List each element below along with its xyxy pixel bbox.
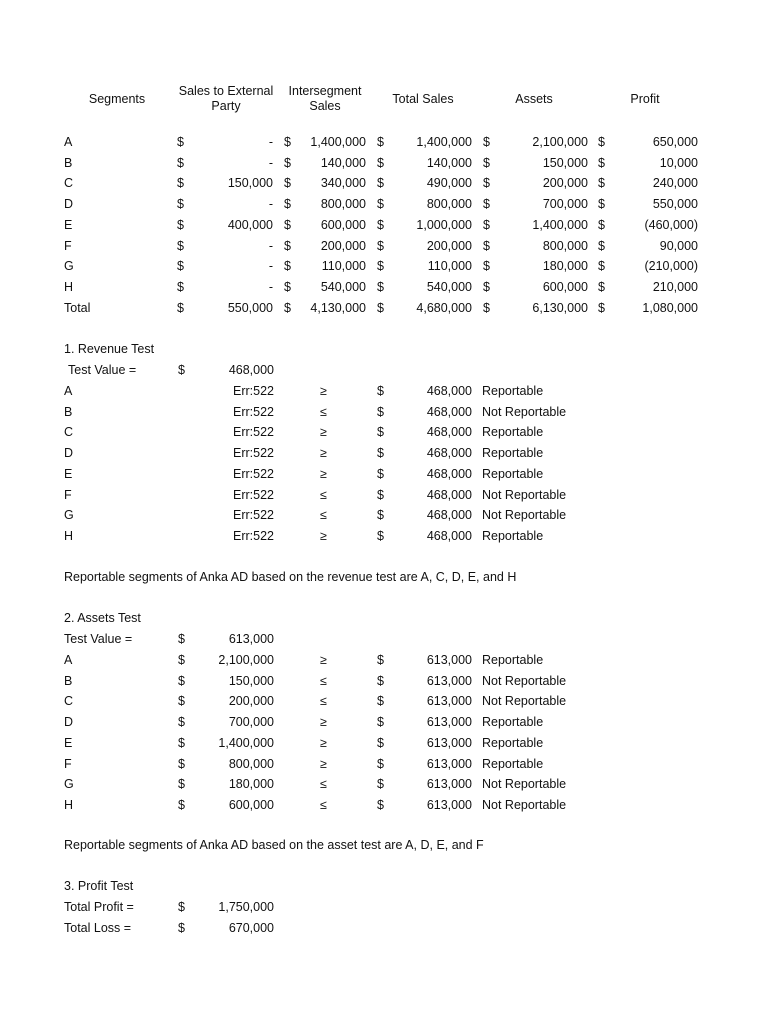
header-total-sales: Total Sales <box>392 92 454 106</box>
segment-label: H <box>64 798 74 812</box>
currency-symbol: $ <box>377 653 384 667</box>
currency-symbol: $ <box>483 259 490 273</box>
assets-cell: 700,000 <box>542 197 588 211</box>
result-cell: Not Reportable <box>482 674 567 688</box>
assets-test-value: 613,000 <box>228 632 274 646</box>
currency-symbol: $ <box>177 239 184 253</box>
profit-cell: 240,000 <box>652 176 698 190</box>
segment-label: B <box>64 156 73 170</box>
result-cell: Reportable <box>482 757 544 771</box>
total-sales-cell: 800,000 <box>426 197 472 211</box>
result-cell: Reportable <box>482 425 544 439</box>
header-profit: Profit <box>630 92 660 106</box>
currency-symbol: $ <box>284 156 291 170</box>
profit-cell: (460,000) <box>644 218 698 232</box>
total-sales-cell: 140,000 <box>426 156 472 170</box>
threshold-cell: 613,000 <box>426 777 472 791</box>
currency-symbol: $ <box>284 176 291 190</box>
assets-test-title: 2. Assets Test <box>64 611 141 625</box>
comparison-operator: ≤ <box>320 488 327 502</box>
result-cell: Not Reportable <box>482 694 567 708</box>
currency-symbol: $ <box>177 197 184 211</box>
comparison-operator: ≤ <box>320 508 327 522</box>
currency-symbol: $ <box>377 280 384 294</box>
segment-label: E <box>64 736 73 750</box>
assets-cell: 2,100,000 <box>532 135 588 149</box>
currency-symbol: $ <box>377 757 384 771</box>
currency-symbol: $ <box>178 900 185 914</box>
test-value-cell: Err:522 <box>233 529 274 543</box>
currency-symbol: $ <box>483 301 490 315</box>
segment-label: F <box>64 757 72 771</box>
result-cell: Reportable <box>482 529 544 543</box>
test-value-cell: 2,100,000 <box>218 653 274 667</box>
assets-cell: 6,130,000 <box>532 301 588 315</box>
segment-label: B <box>64 674 73 688</box>
threshold-cell: 468,000 <box>426 488 472 502</box>
comparison-operator: ≤ <box>320 405 327 419</box>
comparison-operator: ≤ <box>320 798 327 812</box>
total-sales-cell: 1,000,000 <box>416 218 472 232</box>
currency-symbol: $ <box>377 259 384 273</box>
test-value-cell: Err:522 <box>233 488 274 502</box>
currency-symbol: $ <box>377 197 384 211</box>
assets-test-conclusion: Reportable segments of Anka AD based on the asset test are A, D, E, and F <box>64 838 484 852</box>
external-sales-cell: 150,000 <box>227 176 273 190</box>
assets-cell: 200,000 <box>542 176 588 190</box>
currency-symbol: $ <box>483 239 490 253</box>
currency-symbol: $ <box>377 156 384 170</box>
currency-symbol: $ <box>377 488 384 502</box>
currency-symbol: $ <box>377 508 384 522</box>
currency-symbol: $ <box>178 736 185 750</box>
currency-symbol: $ <box>598 197 605 211</box>
threshold-cell: 613,000 <box>426 694 472 708</box>
revenue-test-conclusion: Reportable segments of Anka AD based on the revenue test are A, C, D, E, and H <box>64 570 517 584</box>
segment-label: C <box>64 176 74 190</box>
threshold-cell: 468,000 <box>426 508 472 522</box>
external-sales-cell: - <box>268 156 273 170</box>
threshold-cell: 613,000 <box>426 757 472 771</box>
test-value-cell: 800,000 <box>228 757 274 771</box>
currency-symbol: $ <box>284 239 291 253</box>
threshold-cell: 468,000 <box>426 529 472 543</box>
segment-label: E <box>64 467 73 481</box>
assets-test-currency: $ <box>178 632 185 646</box>
profit-test-label: Total Loss = <box>64 921 132 935</box>
comparison-operator: ≥ <box>320 736 327 750</box>
currency-symbol: $ <box>178 777 185 791</box>
test-value-cell: 700,000 <box>228 715 274 729</box>
segment-label: A <box>64 135 73 149</box>
result-cell: Reportable <box>482 384 544 398</box>
comparison-operator: ≥ <box>320 529 327 543</box>
test-value-cell: Err:522 <box>233 425 274 439</box>
segment-label: E <box>64 218 73 232</box>
currency-symbol: $ <box>377 798 384 812</box>
assets-cell: 180,000 <box>542 259 588 273</box>
result-cell: Not Reportable <box>482 488 567 502</box>
comparison-operator: ≥ <box>320 467 327 481</box>
assets-test-label: Test Value = <box>64 632 133 646</box>
currency-symbol: $ <box>377 715 384 729</box>
threshold-cell: 613,000 <box>426 798 472 812</box>
revenue-test-currency: $ <box>178 363 185 377</box>
segment-label: F <box>64 488 72 502</box>
segment-label: C <box>64 694 74 708</box>
header-assets: Assets <box>515 92 553 106</box>
threshold-cell: 468,000 <box>426 384 472 398</box>
currency-symbol: $ <box>377 467 384 481</box>
profit-cell: 1,080,000 <box>642 301 698 315</box>
currency-symbol: $ <box>178 715 185 729</box>
assets-cell: 800,000 <box>542 239 588 253</box>
intersegment-sales-cell: 4,130,000 <box>310 301 366 315</box>
currency-symbol: $ <box>284 197 291 211</box>
test-value-cell: 150,000 <box>228 674 274 688</box>
currency-symbol: $ <box>377 694 384 708</box>
currency-symbol: $ <box>284 135 291 149</box>
assets-cell: 150,000 <box>542 156 588 170</box>
currency-symbol: $ <box>483 156 490 170</box>
currency-symbol: $ <box>598 218 605 232</box>
comparison-operator: ≥ <box>320 653 327 667</box>
external-sales-cell: - <box>268 135 273 149</box>
currency-symbol: $ <box>483 280 490 294</box>
intersegment-sales-cell: 600,000 <box>320 218 366 232</box>
currency-symbol: $ <box>377 176 384 190</box>
currency-symbol: $ <box>178 653 185 667</box>
comparison-operator: ≥ <box>320 715 327 729</box>
revenue-test-value: 468,000 <box>228 363 274 377</box>
segment-label: A <box>64 653 73 667</box>
segment-label: C <box>64 425 74 439</box>
threshold-cell: 468,000 <box>426 467 472 481</box>
threshold-cell: 613,000 <box>426 653 472 667</box>
segment-label: G <box>64 777 74 791</box>
currency-symbol: $ <box>377 425 384 439</box>
test-value-cell: 180,000 <box>228 777 274 791</box>
segment-label: A <box>64 384 73 398</box>
currency-symbol: $ <box>483 197 490 211</box>
currency-symbol: $ <box>178 798 185 812</box>
segment-label: D <box>64 715 74 729</box>
currency-symbol: $ <box>177 176 184 190</box>
total-sales-cell: 1,400,000 <box>416 135 472 149</box>
external-sales-cell: - <box>268 197 273 211</box>
profit-cell: 90,000 <box>659 239 698 253</box>
currency-symbol: $ <box>598 176 605 190</box>
currency-symbol: $ <box>178 757 185 771</box>
profit-test-value: 670,000 <box>228 921 274 935</box>
assets-cell: 1,400,000 <box>532 218 588 232</box>
total-sales-cell: 110,000 <box>427 259 472 273</box>
currency-symbol: $ <box>377 135 384 149</box>
currency-symbol: $ <box>177 259 184 273</box>
comparison-operator: ≥ <box>320 384 327 398</box>
currency-symbol: $ <box>598 301 605 315</box>
comparison-operator: ≤ <box>320 674 327 688</box>
currency-symbol: $ <box>377 777 384 791</box>
test-value-cell: Err:522 <box>233 405 274 419</box>
currency-symbol: $ <box>284 259 291 273</box>
currency-symbol: $ <box>598 259 605 273</box>
currency-symbol: $ <box>598 280 605 294</box>
segment-label: Total <box>64 301 91 315</box>
result-cell: Reportable <box>482 715 544 729</box>
header-intersegment-sales: Intersegment Sales <box>288 84 362 113</box>
header-external-sales: Sales to External Party <box>178 84 274 113</box>
profit-test-value: 1,750,000 <box>218 900 274 914</box>
intersegment-sales-cell: 140,000 <box>320 156 366 170</box>
external-sales-cell: 550,000 <box>227 301 273 315</box>
external-sales-cell: - <box>268 280 273 294</box>
currency-symbol: $ <box>377 384 384 398</box>
total-sales-cell: 4,680,000 <box>416 301 472 315</box>
result-cell: Not Reportable <box>482 508 567 522</box>
external-sales-cell: - <box>268 259 273 273</box>
profit-cell: 210,000 <box>652 280 698 294</box>
total-sales-cell: 490,000 <box>426 176 472 190</box>
currency-symbol: $ <box>177 156 184 170</box>
threshold-cell: 468,000 <box>426 405 472 419</box>
currency-symbol: $ <box>377 529 384 543</box>
profit-cell: (210,000) <box>644 259 698 273</box>
currency-symbol: $ <box>483 176 490 190</box>
threshold-cell: 468,000 <box>426 446 472 460</box>
profit-test-label: Total Profit = <box>64 900 134 914</box>
result-cell: Reportable <box>482 446 544 460</box>
segment-label: H <box>64 529 74 543</box>
currency-symbol: $ <box>377 736 384 750</box>
segment-label: D <box>64 197 74 211</box>
intersegment-sales-cell: 1,400,000 <box>310 135 366 149</box>
total-sales-cell: 540,000 <box>426 280 472 294</box>
revenue-test-title: 1. Revenue Test <box>64 342 155 356</box>
currency-symbol: $ <box>177 218 184 232</box>
revenue-test-label: Test Value = <box>68 363 137 377</box>
intersegment-sales-cell: 110,000 <box>321 259 366 273</box>
currency-symbol: $ <box>377 239 384 253</box>
currency-symbol: $ <box>284 218 291 232</box>
external-sales-cell: 400,000 <box>227 218 273 232</box>
threshold-cell: 468,000 <box>426 425 472 439</box>
currency-symbol: $ <box>178 674 185 688</box>
comparison-operator: ≥ <box>320 757 327 771</box>
intersegment-sales-cell: 540,000 <box>320 280 366 294</box>
intersegment-sales-cell: 340,000 <box>320 176 366 190</box>
currency-symbol: $ <box>377 446 384 460</box>
currency-symbol: $ <box>483 135 490 149</box>
comparison-operator: ≤ <box>320 694 327 708</box>
currency-symbol: $ <box>284 301 291 315</box>
currency-symbol: $ <box>377 218 384 232</box>
segment-label: G <box>64 508 74 522</box>
currency-symbol: $ <box>377 405 384 419</box>
currency-symbol: $ <box>598 135 605 149</box>
intersegment-sales-cell: 800,000 <box>320 197 366 211</box>
currency-symbol: $ <box>177 301 184 315</box>
external-sales-cell: - <box>268 239 273 253</box>
test-value-cell: Err:522 <box>233 384 274 398</box>
segment-label: B <box>64 405 73 419</box>
result-cell: Not Reportable <box>482 777 567 791</box>
comparison-operator: ≥ <box>320 446 327 460</box>
currency-symbol: $ <box>598 156 605 170</box>
test-value-cell: Err:522 <box>233 446 274 460</box>
currency-symbol: $ <box>177 280 184 294</box>
test-value-cell: Err:522 <box>233 467 274 481</box>
threshold-cell: 613,000 <box>426 715 472 729</box>
result-cell: Reportable <box>482 653 544 667</box>
profit-cell: 650,000 <box>652 135 698 149</box>
currency-symbol: $ <box>284 280 291 294</box>
segment-label: D <box>64 446 74 460</box>
segment-label: G <box>64 259 74 273</box>
segment-label: F <box>64 239 72 253</box>
currency-symbol: $ <box>598 239 605 253</box>
currency-symbol: $ <box>377 301 384 315</box>
test-value-cell: 200,000 <box>228 694 274 708</box>
currency-symbol: $ <box>177 135 184 149</box>
test-value-cell: Err:522 <box>233 508 274 522</box>
threshold-cell: 613,000 <box>426 674 472 688</box>
segment-label: H <box>64 280 74 294</box>
result-cell: Not Reportable <box>482 405 567 419</box>
result-cell: Reportable <box>482 736 544 750</box>
result-cell: Reportable <box>482 467 544 481</box>
total-sales-cell: 200,000 <box>426 239 472 253</box>
threshold-cell: 613,000 <box>426 736 472 750</box>
currency-symbol: $ <box>178 694 185 708</box>
assets-cell: 600,000 <box>542 280 588 294</box>
currency-symbol: $ <box>178 921 185 935</box>
comparison-operator: ≤ <box>320 777 327 791</box>
profit-cell: 10,000 <box>659 156 698 170</box>
test-value-cell: 1,400,000 <box>218 736 274 750</box>
profit-test-title: 3. Profit Test <box>64 879 134 893</box>
intersegment-sales-cell: 200,000 <box>320 239 366 253</box>
currency-symbol: $ <box>483 218 490 232</box>
profit-cell: 550,000 <box>652 197 698 211</box>
comparison-operator: ≥ <box>320 425 327 439</box>
test-value-cell: 600,000 <box>228 798 274 812</box>
result-cell: Not Reportable <box>482 798 567 812</box>
currency-symbol: $ <box>377 674 384 688</box>
header-segments: Segments <box>88 92 146 106</box>
